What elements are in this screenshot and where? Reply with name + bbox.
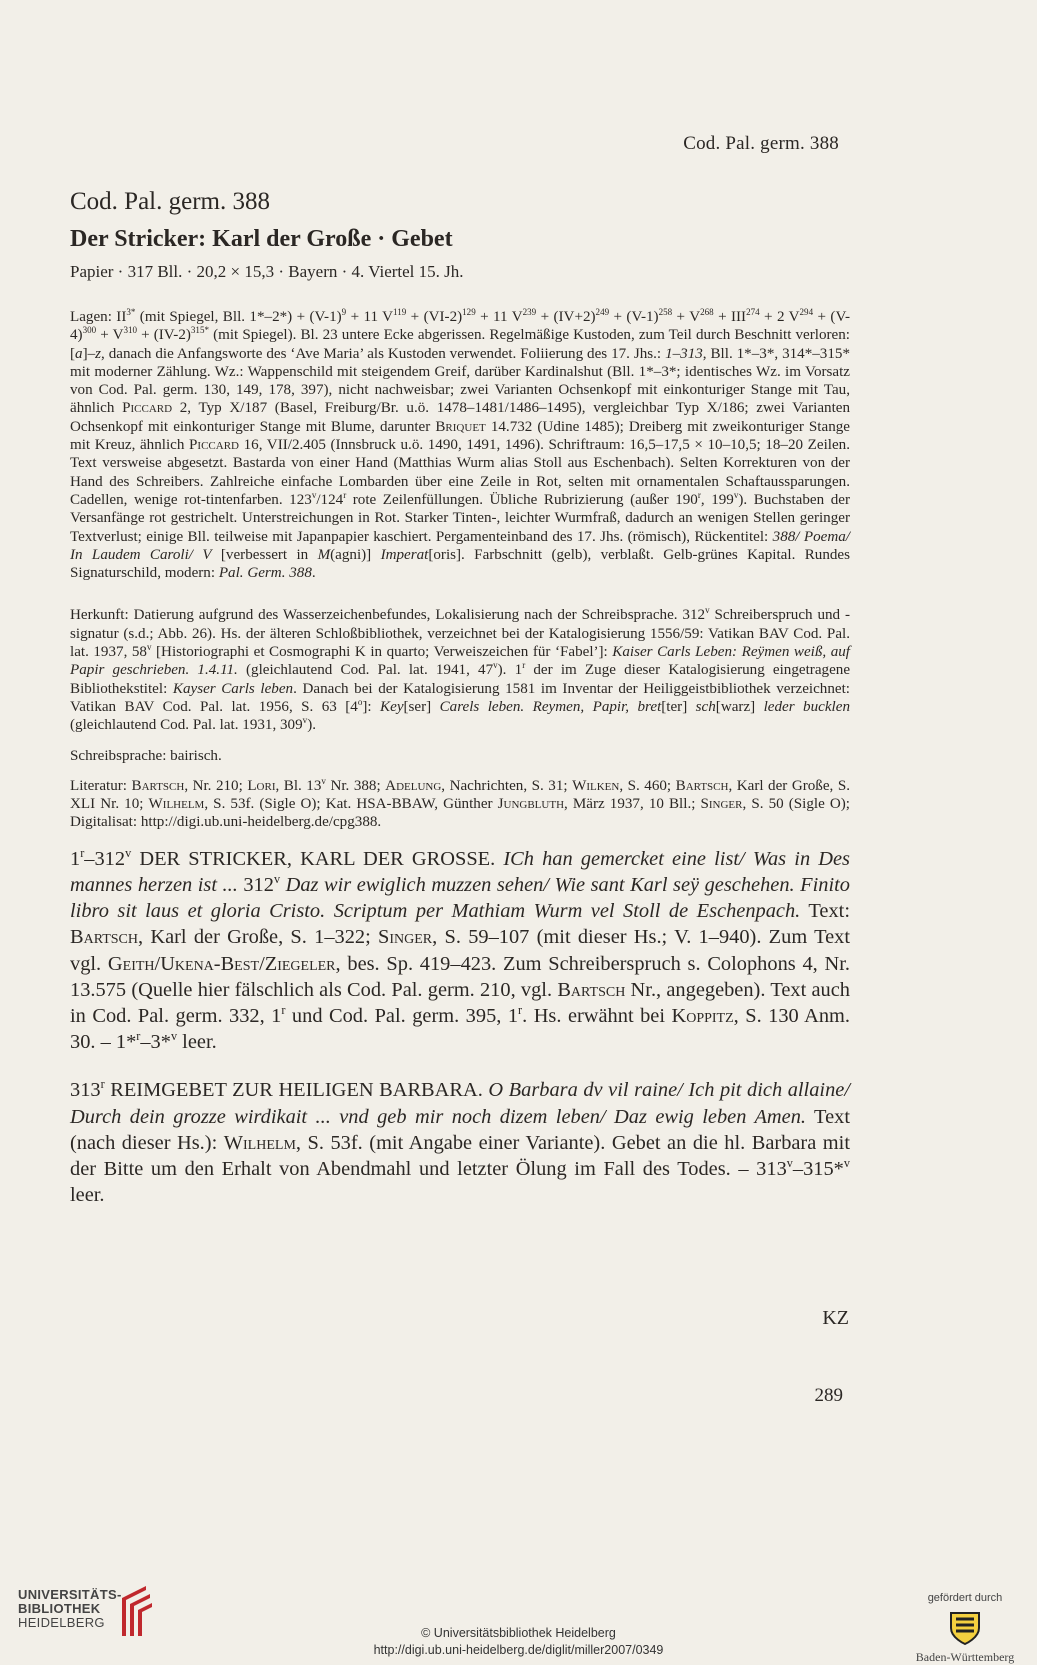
page-number: 289 xyxy=(814,1385,843,1406)
state-crest-icon xyxy=(948,1610,982,1646)
paragraph-literatur: Literatur: Bartsch, Nr. 210; Lori, Bl. 13$^v$ Nr. 388; Adelung, Nachrichten, S. 31; Wilken, S. 460; Bartsch, Karl der Große, S. XLI Nr. 10; Wilhelm, S. 53f. (Sigle O); Kat. HSA-BBAW, Günther Jungbluth, März 1937, 10 Bll.; Singer, S. 50 (Sigle O); Digitalisat: http://digi.ub.uni-heidelberg.de/cpg388. xyxy=(70,775,851,831)
work-title: Der Stricker: Karl der Große · Gebet xyxy=(70,226,453,252)
codicological-description xyxy=(70,308,850,832)
sponsor-name: Baden-Württemberg xyxy=(915,1650,1015,1664)
library-name-line: UNIVERSITÄTS- xyxy=(18,1587,122,1602)
content-item-karl: 1$^r$–312$^v$ DER STRICKER, KARL DER GROSSE. ICh han gemercket eine list/ Was in Des mannes herzen ist ... 312$^v$ Daz wir ewiglich muzzen sehen/ Wie sant Karl seÿ geschehen. Finito libro sit laus et gloria Cristo. Scriptum per Mathiam Wurm vel Stoll de Eschenpach. Text: Bartsch, Karl der Große, S. 1–322; Singer, S. 59–107 (mit dieser Hs.; V. 1–940). Zum Text vgl. Geith/Ukena-Best/Ziegeler, bes. Sp. 419–423. Zum Schreiberspruch s. Colophons 4, Nr. 13.575 (Quelle hier fälschlich als Cod. Pal. germ. 210, vgl. Bartsch Nr., angegeben). Text auch in Cod. Pal. germ. 332, 1$^r$ und Cod. Pal. germ. 395, 1$^r$. Hs. erwähnt bei Koppitz, S. 130 Anm. 30. – 1*$^r$–3*$^v$ leer. xyxy=(70,845,851,1054)
sponsor-block xyxy=(905,1592,1025,1665)
shelfmark-heading: Cod. Pal. germ. 388 xyxy=(70,188,270,215)
content-item-barbara: 313$^r$ REIMGEBET ZUR HEILIGEN BARBARA. O Barbara dv vil raine/ Ich pit dich allaine/ Durch dein grozze wirdikait ... vnd geb mir noch dizem leben/ Daz ewig leben Amen. Text (nach dieser Hs.): Wilhelm, S. 53f. (mit Angabe einer Variante). Gebet an die hl. Barbara mit der Bitte um den Erhalt von Abendmahl und letzter Ölung im Fall des Todes. – 313$^v$–315*$^v$ leer. xyxy=(70,1077,850,1207)
library-name-line: HEIDELBERG xyxy=(18,1615,105,1630)
paragraph-herkunft: Herkunft: Datierung aufgrund des Wasserzeichenbefundes, Lokalisierung nach der Schreibsprache. 312$^v$ Schreiberspruch und -signatur (s.d.; Abb. 26). Hs. der älteren Schloßbibliothek, verzeichnet bei der Katalogisierung 1556/59: Vatikan BAV Cod. Pal. lat. 1937, 58$^v$ [Historiographi et Cosmographi K in quarto; Verweiszeichen für ‘Fabel’]: Kaiser Carls Leben: Reÿmen weiß, auf Papir geschrieben. 1.4.11. (gleichlautend Cod. Pal. lat. 1941, 47$^v$). 1$^r$ der im Zuge dieser Katalogisierung eingetragene Bibliothekstitel: Kayser Carls leben. Danach bei der Katalogisierung 1581 im Inventar der Heiliggeistbibliothek verzeichnet: Vatikan BAV Cod. Pal. lat. 1956, S. 63 [4$^o$]: Key[ser] Carels leben. Reymen, Papir, bret[ter] sch[warz] leder bucklen (gleichlautend Cod. Pal. lat. 1931, 309$^v$). xyxy=(70,605,851,734)
permalink[interactable]: http://digi.ub.uni-heidelberg.de/diglit/miller2007/0349 xyxy=(373,1643,664,1657)
author-initials: KZ xyxy=(822,1307,849,1329)
catalog-entry xyxy=(70,188,850,1230)
paragraph-lagen: Lagen: $II^{3*}$ (mit Spiegel, Bll. $1*-2*) + (V-1)^9 + 11$ $V^{119} + (VI-2)^{129} + 11$ $V^{239} + (IV+2)^{249} + (V-1)^{258} + V^{268} + III^{274} + 2$ $V^{294} + (V-4)^{300} + V^{310} + (IV-2)^{315*}$ (mit Spiegel). Bl. 23 untere Ecke abgerissen. Regelmäßige Kustoden, zum Teil durch Beschnitt verloren: [a]–z, danach die Anfangsworte des ‘Ave Maria’ als Kustoden verwendet. Foliierung des 17. Jhs.: 1–313, Bll. 1*–3*, 314*–315* mit moderner Zählung. Wz.: Wappenschild mit steigendem Greif, darüber Kardinalshut (Bll. 1*–3*; identisches Wz. im Vorsatz von Cod. Pal. germ. 130, 149, 178, 397), nicht nachweisbar; zwei Varianten Ochsenkopf mit einkonturiger Stange mit Tau, ähnlich Piccard 2, Typ X/187 (Basel, Freiburg/Br. u.ö. 1478–1481/1486–1495), vergleichbar Typ X/186; zwei Varianten Ochsenkopf mit einkonturiger Stange mit Blume, darunter Briquet 14.732 (Udine 1485); Dreiberg mit zweikonturiger Stange mit Kreuz, ähnlich Piccard 16, VII/2.405 (Innsbruck u.ö. 1490, 1491, 1496). Schriftraum: 16,5–17,5 × 10–10,5; 18–20 Zeilen. Text versweise abgesetzt. Bastarda von einer Hand (Matthias Wurm alias Stoll aus Eschenbach). Selten Korrekturen von der Hand des Schreibers. Zahlreiche einfache Lombarden über eine Zeile in Rot, selten mit ornamentalen Schaftaussparungen. Cadellen, wenige rot-tintenfarben. 123$^v$/124$^r$ rote Zeilenfüllungen. Übliche Rubrizierung (außer 190$^r$, 199$^v$). Buchstaben der Versanfänge rot gestrichelt. Unterstreichungen in Rot. Starker Tinten-, leichter Wurmfraß, dadurch an wenigen Stellen geringer Textverlust; einige Bll. teilweise mit Japanpapier kaschiert. Pergamenteinband des 17. Jhs. (römisch), Rückentitel: 388/ Poema/ In Laudem Caroli/ V [verbessert in M(agni)] Imperat[oris]. Farbschnitt (gelb), verblaßt. Gelb-grünes Kapital. Rundes Signaturschild, modern: Pal. Germ. 388. xyxy=(70,306,851,582)
copyright-notice: © Universitätsbibliothek Heidelberg xyxy=(421,1626,616,1640)
contents-section xyxy=(70,846,850,1209)
paragraph-schreibsprache: Schreibsprache: bairisch. xyxy=(70,747,222,764)
sponsor-label: gefördert durch xyxy=(927,1592,1003,1604)
library-name xyxy=(18,1588,122,1630)
running-head: Cod. Pal. germ. 388 xyxy=(683,133,839,154)
library-name-line: BIBLIOTHEK xyxy=(18,1601,101,1616)
physical-description: Papier · 317 Bll. · 20,2 × 15,3 · Bayern · 4. Viertel 15. Jh. xyxy=(70,262,464,281)
